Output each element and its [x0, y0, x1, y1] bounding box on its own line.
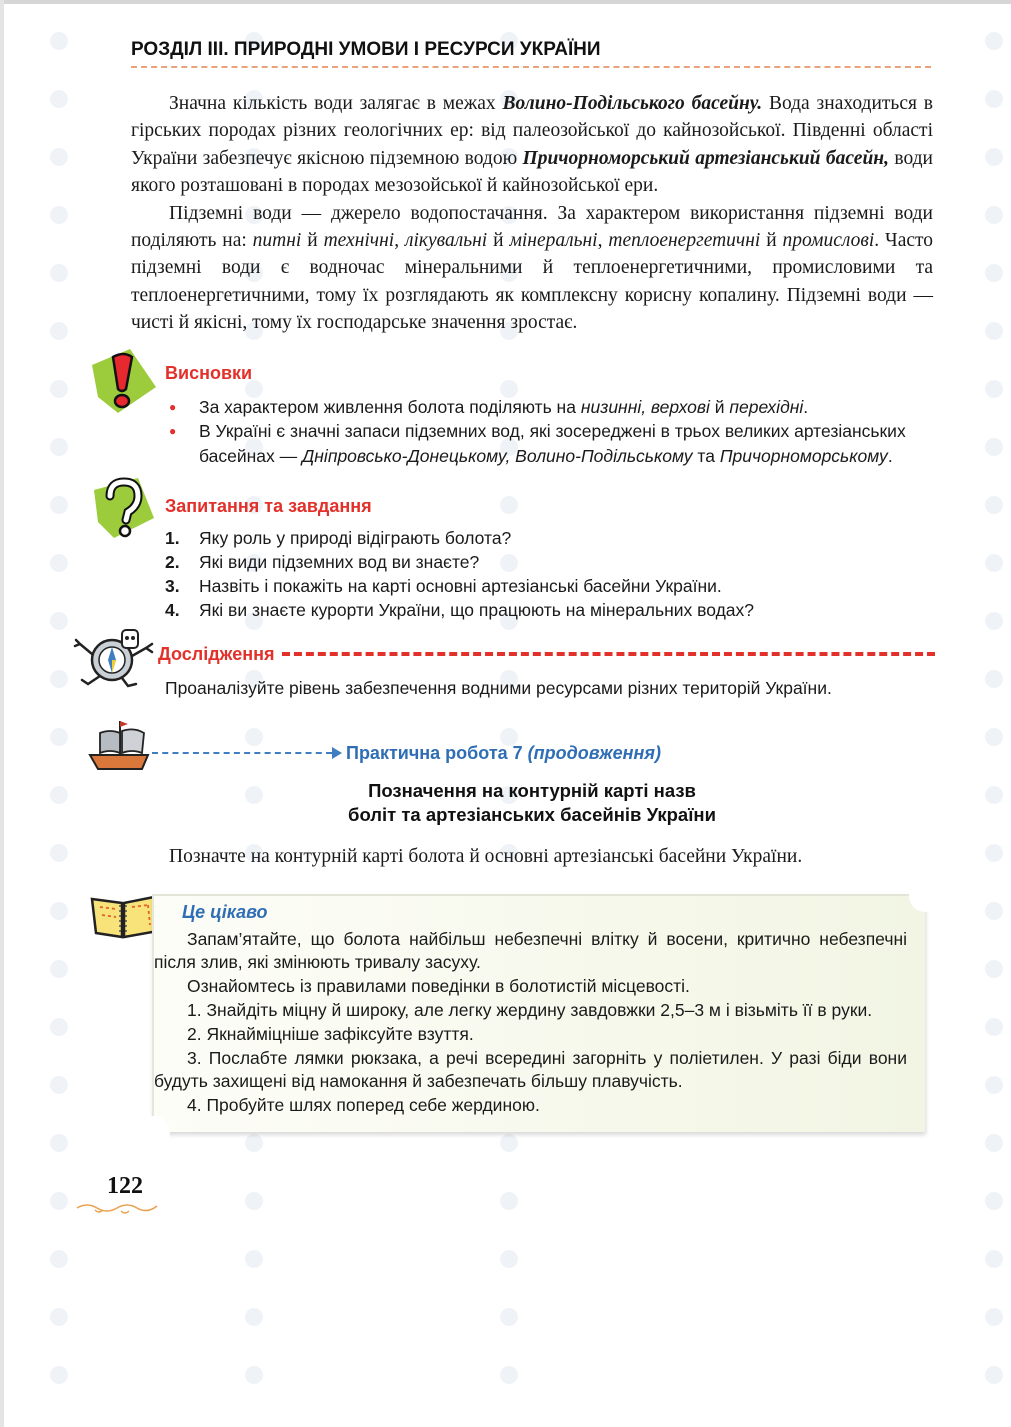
text-span: Практична робота 7	[346, 742, 528, 763]
question-text: Яку роль у природі відіграють болота?	[199, 528, 512, 549]
questions-section	[165, 494, 935, 622]
questions-title: Запитання та завдання	[165, 496, 372, 517]
text-span: води якого розташовані в породах мезозойської й кайнозойської ери.	[131, 147, 933, 197]
text-span: Підземні води — джерело водопостачання. За характером використання підземні води поділяють на:	[131, 202, 933, 252]
box-corner	[138, 1116, 170, 1148]
box-corner	[909, 880, 941, 912]
text-span: (продовження)	[527, 742, 662, 763]
text-span: ,	[597, 230, 609, 252]
intro-text	[131, 90, 933, 337]
research-text: Проаналізуйте рівень забезпечення водними ресурсами різних територій України.	[165, 678, 832, 699]
bullet-icon: ●	[169, 424, 177, 439]
conclusions-section	[165, 361, 935, 469]
term: питні	[252, 230, 302, 252]
term: низинні, верхові	[580, 396, 710, 417]
interesting-paragraph: 3. Послабте лямки рюкзака, а речі всередині загорніть у поліетилен. У разі біди вони будуть захищені від намокання й забезпечать більшу плавучість.	[154, 1047, 907, 1092]
question-number: 3.	[165, 576, 180, 597]
question-number: 1.	[165, 528, 180, 549]
text-span: В Україні є значні запаси підземних вод, які зосереджені в трьох великих артезіанських басейнах —	[199, 421, 906, 466]
practical-task-text: Позначте на контурній карті болота й основні артезіанські басейни України.	[169, 845, 803, 867]
interesting-facts-box	[152, 894, 925, 1132]
question-number: 2.	[165, 552, 180, 573]
practical-work-section	[131, 741, 933, 870]
question-item	[165, 598, 935, 622]
page-ornament-icon	[75, 1200, 160, 1216]
conclusions-title: Висновки	[165, 362, 253, 383]
research-section	[158, 642, 935, 701]
text-span: й	[709, 396, 730, 417]
bullet-icon: ●	[169, 399, 177, 414]
question-item	[165, 526, 935, 550]
watermark-logo-icon	[245, 1366, 263, 1384]
text-span: .	[887, 445, 893, 466]
text-span: . Часто підземні води є водночас мінеральними й теплоенергетичними, промисловими та теплоенергетичними, тому їх розглядають як комплексну корисну копалину. Підземні води — чисті й якісні, тому їх господарське значення зростає.	[131, 230, 934, 334]
questions-list	[165, 526, 935, 622]
research-title: Дослідження	[158, 644, 275, 665]
conclusion-item	[165, 419, 935, 468]
subtitle-line: Позначення на контурній карті назв	[368, 779, 696, 801]
conclusion-item	[165, 395, 935, 420]
question-item	[165, 574, 935, 598]
question-number: 4.	[165, 600, 180, 621]
watermark-logo-icon	[500, 1308, 518, 1326]
practical-header	[152, 741, 933, 765]
term: мінеральні	[509, 230, 598, 252]
term: Причорноморському	[719, 445, 888, 466]
text-span: та	[692, 445, 720, 466]
question-text: Які види підземних вод ви знаєте?	[199, 552, 480, 573]
exclamation-icon	[88, 347, 160, 415]
subtitle-line: боліт та артезіанських басейнів України	[348, 803, 716, 825]
watermark-logo-icon	[985, 1366, 1003, 1384]
text-span: й	[301, 230, 324, 252]
interesting-text	[154, 928, 907, 1118]
practical-work-title	[346, 741, 661, 765]
term-black-sea-basin: Причорноморський артезіанський басейн,	[522, 147, 889, 169]
watermark-logo-icon	[50, 1308, 68, 1326]
open-book-icon	[88, 893, 160, 939]
intro-paragraph-1	[131, 90, 933, 200]
watermark-logo-icon	[500, 1366, 518, 1384]
term: промислові	[782, 230, 875, 252]
interesting-paragraph: 2. Якнаймiцніше зафіксуйте взуття.	[187, 1023, 474, 1044]
chapter-title: РОЗДІЛ ІІІ. ПРИРОДНІ УМОВИ І РЕСУРСИ УКРАЇНИ	[131, 39, 601, 60]
chapter-divider	[131, 66, 931, 68]
term: Дніпровсько-Донецькому, Волино-Подільському	[301, 445, 693, 466]
interesting-paragraph: Ознайомтесь із правилами поведінки в болотистій місцевості.	[187, 976, 690, 997]
research-divider	[282, 652, 935, 656]
term: теплоенергетичні	[608, 230, 761, 252]
interesting-paragraph: Запам’ятайте, що болота найбільш небезпечні влітку й восени, критично небезпечні після злив, які змінюють тривалу засуху.	[154, 928, 907, 973]
question-item	[165, 550, 935, 574]
question-mark-icon	[88, 474, 160, 542]
ship-icon	[86, 719, 152, 773]
watermark-logo-icon	[985, 1308, 1003, 1326]
page-number: 122	[107, 1173, 143, 1200]
text-span: й	[760, 230, 783, 252]
intro-paragraph-2	[131, 200, 933, 337]
watermark-logo-icon	[245, 1308, 263, 1326]
interesting-paragraph: 1. Знайдіть міцну й широку, але легку жердину завдовжки 2,5–3 м і візьміть її в руки.	[187, 1000, 873, 1021]
question-text: Які ви знаєте курорти України, що працюють на мінеральних водах?	[199, 600, 755, 621]
interesting-title: Це цікаво	[182, 901, 268, 922]
text-span: ,	[394, 230, 405, 252]
text-span: й	[487, 230, 510, 252]
term: технічні	[323, 230, 395, 252]
compass-character-icon	[72, 626, 158, 688]
interesting-section	[152, 894, 925, 1132]
arrow-right-icon	[332, 747, 342, 759]
term: лікувальні	[404, 230, 488, 252]
term-volyn-podillia-basin: Волино-Подільського басейну.	[502, 93, 763, 114]
practical-arrow-line	[152, 752, 332, 754]
text-span: .	[803, 396, 809, 417]
text-span: Вода знаходиться в гірських породах різних геологічних ер: від палеозойської до кайнозойської. Південні області України забезпечує якісною підземною водою	[131, 93, 933, 169]
term: перехідні	[729, 396, 804, 417]
watermark-logo-icon	[50, 1366, 68, 1384]
text-span: За характером живлення болота поділяють на	[199, 396, 581, 417]
conclusions-list	[165, 395, 935, 469]
research-header	[158, 642, 935, 666]
question-text: Назвіть і покажіть на карті основні артезіанські басейни України.	[199, 576, 722, 597]
practical-work-subtitle	[131, 779, 933, 827]
interesting-paragraph: 4. Пробуйте шлях поперед себе жердиною.	[187, 1095, 540, 1116]
page-footer	[75, 1172, 933, 1220]
text-span: Значна кількість води залягає в межах	[169, 93, 503, 114]
